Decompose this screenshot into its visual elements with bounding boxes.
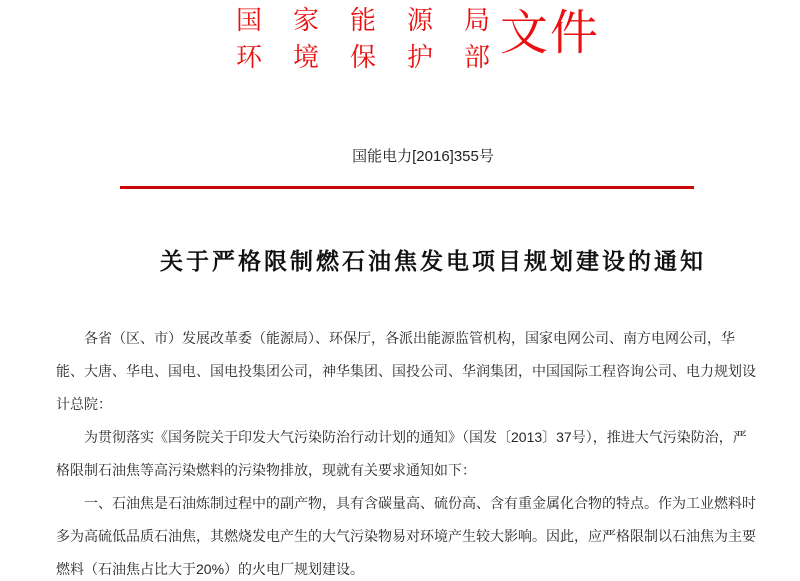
doc-type-label: 文件 (500, 7, 601, 60)
body-line: 燃料（石油焦占比大于20%）的火电厂规划建设。 (56, 561, 365, 577)
agency-line-2: 环境保护部 (236, 43, 522, 72)
red-divider (120, 186, 694, 189)
body-line: 计总院： (56, 396, 112, 412)
paragraph-recipients (56, 322, 766, 421)
document-body (56, 322, 766, 581)
agency-line-1: 国家能源局 (236, 6, 522, 35)
body-line: 格限制石油焦等高污染燃料的污染物排放，现就有关要求通知如下： (56, 462, 476, 478)
body-line: 能、大唐、华电、国电、国电投集团公司，神华集团、国投公司、华润集团，中国国际工程咨询公司、电力规划设 (56, 363, 756, 379)
doc-number: 国能电力[2016]355号 (352, 148, 494, 165)
paragraph-preamble (56, 421, 766, 487)
body-line: 一、石油焦是石油炼制过程中的副产物，具有含碳量高、硫份高、含有重金属化合物的特点。作为工业燃料时 (84, 495, 756, 511)
body-line: 多为高硫低品质石油焦，其燃烧发电产生的大气污染物易对环境产生较大影响。因此，应严格限制以石油焦为主要 (56, 528, 756, 544)
document-title: 关于严格限制燃石油焦发电项目规划建设的通知 (160, 249, 706, 274)
body-line: 为贯彻落实《国务院关于印发大气污染防治行动计划的通知》（国发〔2013〕37号），推进大气污染防治，严 (84, 429, 747, 445)
paragraph-item-one (56, 487, 766, 581)
agency-names (236, 2, 521, 76)
body-line: 各省（区、市）发展改革委（能源局）、环保厅，各派出能源监管机构，国家电网公司、南方电网公司，华 (84, 330, 735, 346)
